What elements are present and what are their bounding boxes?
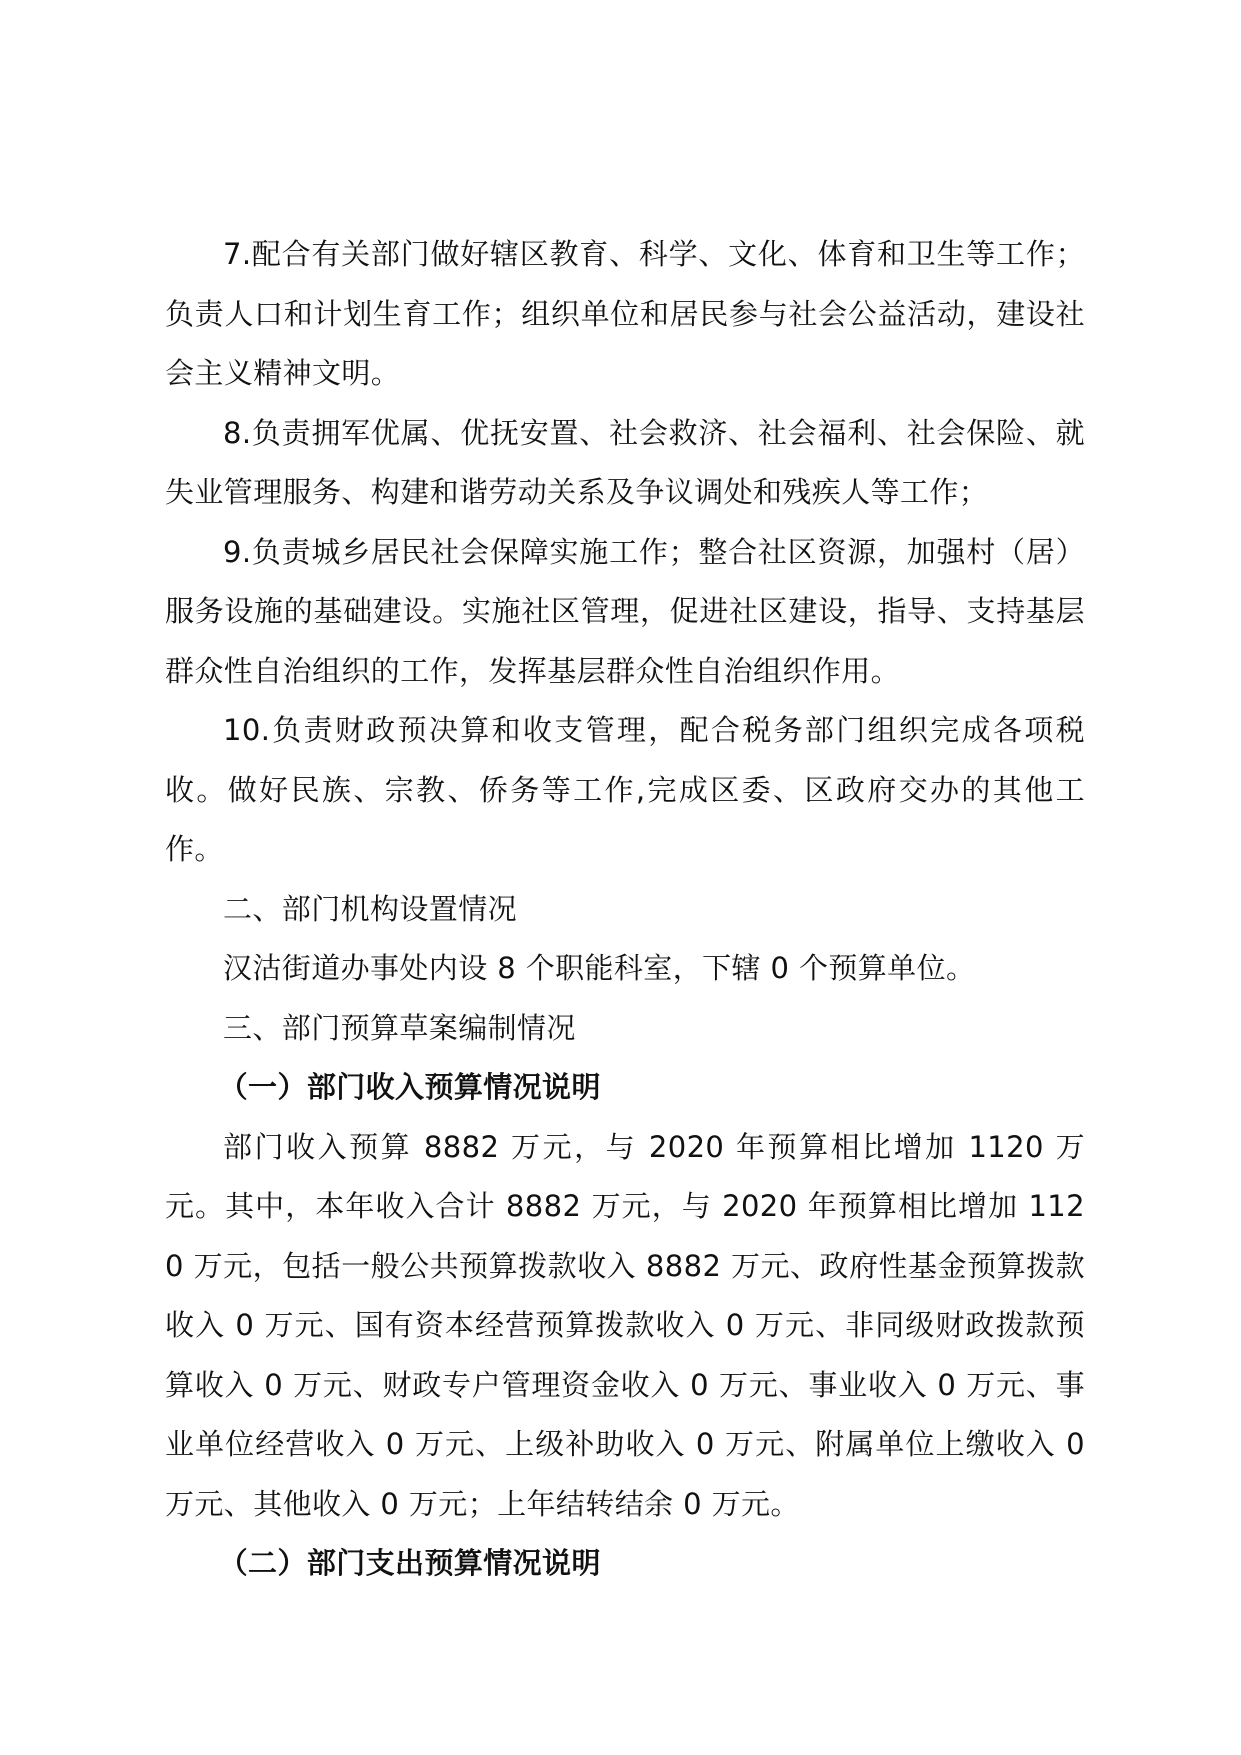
subsection-heading-expenditure: （二）部门支出预算情况说明 [218, 1546, 601, 1580]
income-budget-paragraph: 部门收入预算 8882 万元，与 2020 年预算相比增加 1120 万元。其中，本年收入合计 8882 万元，与 2020 年预算相比增加 1120 万元，包括一般公共预算拨款收入 8882 万元、政府性基金预算拨款收入 0 万元、国有资本经营预算拨款收入 0 万元、非同级财政拨款预算收入 0 万元、财政专户管理资金收入 0 万元、事业收入 0 万元、事业单位经营收入 0 万元、上级补助收入 0 万元、附属单位上缴收入 0 万元、其他收入 0 万元；上年结转结余 0 万元。 [165, 1129, 1085, 1521]
section-heading-budget-draft: 三、部门预算草案编制情况 [223, 1010, 576, 1045]
document-body [165, 225, 1085, 1594]
paragraph-item-10: 10.负责财政预决算和收支管理，配合税务部门组织完成各项税收。做好民族、宗教、侨务等工作,完成区委、区政府交办的其他工作。 [165, 713, 1085, 866]
organization-paragraph: 汉沽街道办事处内设 8 个职能科室，下辖 0 个预算单位。 [223, 951, 976, 985]
paragraph-item-9: 9.负责城乡居民社会保障实施工作；整合社区资源，加强村（居）服务设施的基础建设。实施社区管理，促进社区建设，指导、支持基层群众性自治组织的工作，发挥基层群众性自治组织作用。 [165, 534, 1085, 688]
subsection-heading-income: （一）部门收入预算情况说明 [218, 1070, 601, 1104]
paragraph-item-7: 7.配合有关部门做好辖区教育、科学、文化、体育和卫生等工作；负责人口和计划生育工作；组织单位和居民参与社会公益活动，建设社会主义精神文明。 [165, 237, 1085, 390]
section-heading-organization: 二、部门机构设置情况 [223, 891, 518, 926]
paragraph-item-8: 8.负责拥军优属、优抚安置、社会救济、社会福利、社会保险、就失业管理服务、构建和谐劳动关系及争议调处和残疾人等工作； [165, 415, 1085, 509]
